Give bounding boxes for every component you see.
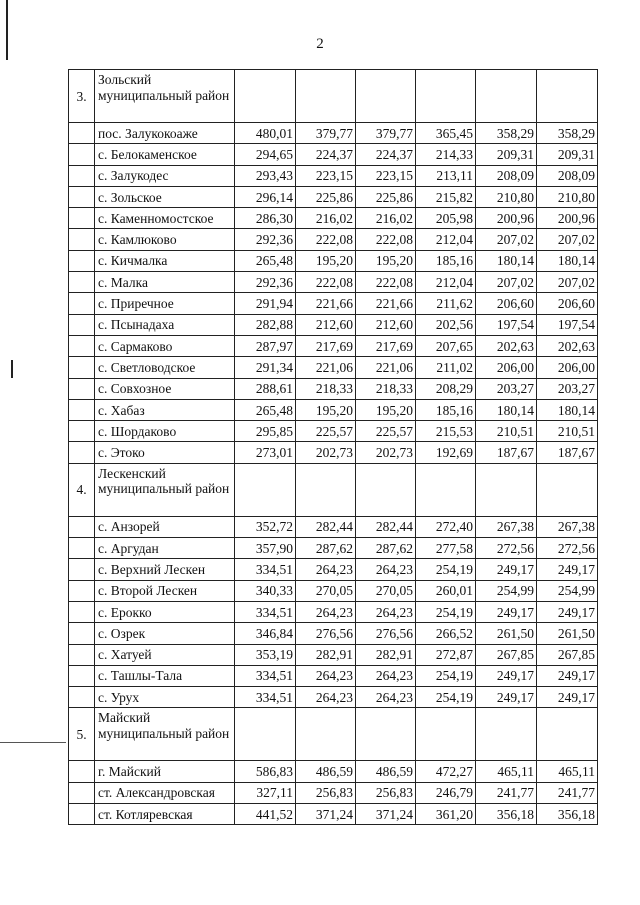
empty-number-cell xyxy=(69,229,95,250)
tariff-value: 217,69 xyxy=(356,335,416,356)
tariff-value: 273,01 xyxy=(235,442,296,463)
tariff-value: 264,23 xyxy=(296,665,356,686)
tariff-value: 465,11 xyxy=(537,761,598,782)
tariff-value: 180,14 xyxy=(537,250,598,271)
table-row xyxy=(69,687,598,708)
tariff-value: 379,77 xyxy=(296,123,356,144)
tariff-value: 206,00 xyxy=(476,357,537,378)
page-number: 2 xyxy=(316,36,324,52)
tariff-value: 292,36 xyxy=(235,229,296,250)
table-row xyxy=(69,314,598,335)
settlement-name: с. Ерокко xyxy=(95,601,235,622)
empty-cell xyxy=(416,463,476,516)
tariff-value: 217,69 xyxy=(296,335,356,356)
tariff-value: 256,83 xyxy=(356,782,416,803)
tariff-value: 486,59 xyxy=(296,761,356,782)
tariff-value: 249,17 xyxy=(537,559,598,580)
tariff-value: 180,14 xyxy=(537,399,598,420)
tariff-value: 293,43 xyxy=(235,165,296,186)
tariff-value: 210,80 xyxy=(476,186,537,207)
table-row xyxy=(69,357,598,378)
tariff-value: 334,51 xyxy=(235,687,296,708)
tariff-value: 264,23 xyxy=(356,687,416,708)
tariff-value: 224,37 xyxy=(296,144,356,165)
tariff-value: 225,86 xyxy=(296,186,356,207)
empty-number-cell xyxy=(69,165,95,186)
tariff-value: 206,60 xyxy=(537,293,598,314)
settlement-name: с. Зольское xyxy=(95,186,235,207)
table-row xyxy=(69,335,598,356)
empty-number-cell xyxy=(69,208,95,229)
tariff-value: 249,17 xyxy=(537,665,598,686)
district-number: 3. xyxy=(69,70,95,123)
table-row xyxy=(69,442,598,463)
tariff-value: 334,51 xyxy=(235,559,296,580)
tariff-value: 216,02 xyxy=(356,208,416,229)
tariff-value: 218,33 xyxy=(356,378,416,399)
tariff-value: 207,02 xyxy=(476,272,537,293)
tariff-value: 286,30 xyxy=(235,208,296,229)
tariff-value: 287,62 xyxy=(296,538,356,559)
tariff-value: 210,51 xyxy=(476,421,537,442)
tariff-value: 249,17 xyxy=(537,687,598,708)
tariff-value: 215,82 xyxy=(416,186,476,207)
tariff-value: 200,96 xyxy=(537,208,598,229)
tariff-value: 197,54 xyxy=(537,314,598,335)
table-row xyxy=(69,186,598,207)
settlement-name: с. Анзорей xyxy=(95,516,235,537)
tariff-value: 246,79 xyxy=(416,782,476,803)
tariff-value: 221,66 xyxy=(296,293,356,314)
district-row xyxy=(69,708,598,761)
tariff-value: 223,15 xyxy=(296,165,356,186)
tariff-value: 586,83 xyxy=(235,761,296,782)
tariff-value: 210,51 xyxy=(537,421,598,442)
tariff-value: 225,86 xyxy=(356,186,416,207)
tariff-value: 266,52 xyxy=(416,623,476,644)
tariff-value: 265,48 xyxy=(235,399,296,420)
empty-number-cell xyxy=(69,665,95,686)
tariff-value: 292,36 xyxy=(235,272,296,293)
settlement-name: с. Ташлы-Тала xyxy=(95,665,235,686)
tariff-value: 222,08 xyxy=(356,272,416,293)
tariff-value: 213,11 xyxy=(416,165,476,186)
empty-cell xyxy=(235,708,296,761)
empty-number-cell xyxy=(69,516,95,537)
empty-number-cell xyxy=(69,186,95,207)
district-number: 4. xyxy=(69,463,95,516)
empty-number-cell xyxy=(69,623,95,644)
tariff-value: 340,33 xyxy=(235,580,296,601)
tariff-value: 272,40 xyxy=(416,516,476,537)
empty-number-cell xyxy=(69,538,95,559)
tariff-value: 254,99 xyxy=(537,580,598,601)
table-row xyxy=(69,229,598,250)
table-row xyxy=(69,378,598,399)
tariff-value: 215,53 xyxy=(416,421,476,442)
tariff-value: 357,90 xyxy=(235,538,296,559)
tariff-value: 249,17 xyxy=(476,687,537,708)
tariff-value: 195,20 xyxy=(356,250,416,271)
tariff-value: 270,05 xyxy=(356,580,416,601)
tariff-value: 192,69 xyxy=(416,442,476,463)
tariff-value: 221,06 xyxy=(356,357,416,378)
empty-number-cell xyxy=(69,761,95,782)
empty-number-cell xyxy=(69,421,95,442)
tariff-value: 282,44 xyxy=(296,516,356,537)
empty-cell xyxy=(356,708,416,761)
tariff-value: 264,23 xyxy=(296,687,356,708)
empty-number-cell xyxy=(69,687,95,708)
tariff-value: 334,51 xyxy=(235,601,296,622)
tariff-value: 221,66 xyxy=(356,293,416,314)
tariff-value: 264,23 xyxy=(356,559,416,580)
table-row xyxy=(69,144,598,165)
tariff-value: 346,84 xyxy=(235,623,296,644)
table-row xyxy=(69,665,598,686)
tariff-value: 294,65 xyxy=(235,144,296,165)
settlement-name: с. Сармаково xyxy=(95,335,235,356)
tariff-value: 296,14 xyxy=(235,186,296,207)
empty-number-cell xyxy=(69,144,95,165)
tariff-value: 180,14 xyxy=(476,399,537,420)
tariff-value: 267,38 xyxy=(537,516,598,537)
empty-cell xyxy=(476,70,537,123)
district-number: 5. xyxy=(69,708,95,761)
tariff-value: 202,63 xyxy=(476,335,537,356)
tariff-value: 249,17 xyxy=(476,559,537,580)
settlement-name: с. Озрек xyxy=(95,623,235,644)
tariff-value: 356,18 xyxy=(476,804,537,825)
tariff-value: 254,19 xyxy=(416,559,476,580)
tariff-value: 214,33 xyxy=(416,144,476,165)
empty-number-cell xyxy=(69,123,95,144)
tariff-value: 212,04 xyxy=(416,272,476,293)
empty-cell xyxy=(296,70,356,123)
settlement-name: с. Светловодское xyxy=(95,357,235,378)
tariff-value: 261,50 xyxy=(537,623,598,644)
settlement-name: г. Майский xyxy=(95,761,235,782)
empty-number-cell xyxy=(69,804,95,825)
tariff-value: 291,94 xyxy=(235,293,296,314)
tariff-value: 209,31 xyxy=(537,144,598,165)
empty-number-cell xyxy=(69,580,95,601)
settlement-name: с. Этоко xyxy=(95,442,235,463)
empty-number-cell xyxy=(69,559,95,580)
tariff-value: 291,34 xyxy=(235,357,296,378)
empty-cell xyxy=(476,708,537,761)
tariff-value: 210,80 xyxy=(537,186,598,207)
tariff-value: 218,33 xyxy=(296,378,356,399)
tariff-value: 267,85 xyxy=(476,644,537,665)
empty-number-cell xyxy=(69,314,95,335)
tariff-value: 353,19 xyxy=(235,644,296,665)
empty-cell xyxy=(416,70,476,123)
tariff-value: 206,60 xyxy=(476,293,537,314)
settlement-name: с. Малка xyxy=(95,272,235,293)
tariff-value: 287,97 xyxy=(235,335,296,356)
tariff-value: 205,98 xyxy=(416,208,476,229)
tariff-value: 358,29 xyxy=(476,123,537,144)
tariff-value: 265,48 xyxy=(235,250,296,271)
table-row xyxy=(69,623,598,644)
tariff-value: 202,73 xyxy=(296,442,356,463)
tariff-value: 249,17 xyxy=(476,601,537,622)
table-row xyxy=(69,538,598,559)
tariff-value: 352,72 xyxy=(235,516,296,537)
tariff-value: 207,02 xyxy=(537,229,598,250)
empty-number-cell xyxy=(69,378,95,399)
scan-mark xyxy=(11,360,13,378)
empty-cell xyxy=(356,463,416,516)
tariff-value: 187,67 xyxy=(476,442,537,463)
tariff-value: 260,01 xyxy=(416,580,476,601)
table-row xyxy=(69,782,598,803)
settlement-name: с. Урух xyxy=(95,687,235,708)
tariff-value: 480,01 xyxy=(235,123,296,144)
settlement-name: с. Аргудан xyxy=(95,538,235,559)
tariff-value: 223,15 xyxy=(356,165,416,186)
tariff-value: 222,08 xyxy=(296,229,356,250)
settlement-name: с. Второй Лескен xyxy=(95,580,235,601)
tariff-value: 180,14 xyxy=(476,250,537,271)
empty-cell xyxy=(296,463,356,516)
empty-cell xyxy=(537,70,598,123)
table-row xyxy=(69,123,598,144)
tariff-value: 202,73 xyxy=(356,442,416,463)
empty-cell xyxy=(235,463,296,516)
tariff-table xyxy=(68,69,598,825)
tariff-value: 195,20 xyxy=(356,399,416,420)
tariff-value: 465,11 xyxy=(476,761,537,782)
tariff-value: 212,60 xyxy=(296,314,356,335)
tariff-value: 225,57 xyxy=(296,421,356,442)
tariff-value: 270,05 xyxy=(296,580,356,601)
table-row xyxy=(69,761,598,782)
tariff-value: 249,17 xyxy=(476,665,537,686)
district-row xyxy=(69,70,598,123)
tariff-value: 358,29 xyxy=(537,123,598,144)
table-row xyxy=(69,399,598,420)
tariff-value: 206,00 xyxy=(537,357,598,378)
tariff-value: 254,19 xyxy=(416,687,476,708)
district-name: Майский муниципальный район xyxy=(95,708,235,761)
settlement-name: с. Каменномостское xyxy=(95,208,235,229)
settlement-name: ст. Котляревская xyxy=(95,804,235,825)
empty-number-cell xyxy=(69,399,95,420)
tariff-value: 441,52 xyxy=(235,804,296,825)
tariff-value: 249,17 xyxy=(537,601,598,622)
empty-number-cell xyxy=(69,601,95,622)
scan-mark xyxy=(0,742,66,743)
tariff-value: 185,16 xyxy=(416,399,476,420)
tariff-value: 207,02 xyxy=(537,272,598,293)
table-row xyxy=(69,293,598,314)
tariff-value: 187,67 xyxy=(537,442,598,463)
tariff-value: 267,38 xyxy=(476,516,537,537)
tariff-value: 211,02 xyxy=(416,357,476,378)
tariff-value: 272,87 xyxy=(416,644,476,665)
tariff-value: 267,85 xyxy=(537,644,598,665)
tariff-value: 276,56 xyxy=(356,623,416,644)
settlement-name: с. Приречное xyxy=(95,293,235,314)
tariff-value: 211,62 xyxy=(416,293,476,314)
tariff-value: 209,31 xyxy=(476,144,537,165)
tariff-value: 287,62 xyxy=(356,538,416,559)
empty-cell xyxy=(416,708,476,761)
empty-number-cell xyxy=(69,335,95,356)
settlement-name: с. Кичмалка xyxy=(95,250,235,271)
table-row xyxy=(69,165,598,186)
tariff-value: 282,91 xyxy=(356,644,416,665)
tariff-value: 241,77 xyxy=(537,782,598,803)
tariff-value: 212,04 xyxy=(416,229,476,250)
settlement-name: с. Хабаз xyxy=(95,399,235,420)
table-row xyxy=(69,421,598,442)
tariff-value: 254,99 xyxy=(476,580,537,601)
tariff-value: 197,54 xyxy=(476,314,537,335)
tariff-value: 371,24 xyxy=(356,804,416,825)
district-name: Лескенский муниципальный район xyxy=(95,463,235,516)
tariff-value: 207,65 xyxy=(416,335,476,356)
tariff-value: 264,23 xyxy=(356,665,416,686)
settlement-name: с. Псынадаха xyxy=(95,314,235,335)
tariff-value: 288,61 xyxy=(235,378,296,399)
settlement-name: с. Совхозное xyxy=(95,378,235,399)
settlement-name: пос. Залукокоаже xyxy=(95,123,235,144)
empty-cell xyxy=(537,463,598,516)
tariff-value: 472,27 xyxy=(416,761,476,782)
tariff-value: 282,91 xyxy=(296,644,356,665)
tariff-value: 208,09 xyxy=(476,165,537,186)
table-row xyxy=(69,208,598,229)
tariff-value: 212,60 xyxy=(356,314,416,335)
empty-number-cell xyxy=(69,442,95,463)
tariff-value: 203,27 xyxy=(537,378,598,399)
empty-number-cell xyxy=(69,250,95,271)
table-row xyxy=(69,559,598,580)
tariff-value: 327,11 xyxy=(235,782,296,803)
tariff-value: 282,44 xyxy=(356,516,416,537)
table-row xyxy=(69,804,598,825)
tariff-value: 264,23 xyxy=(296,559,356,580)
tariff-value: 254,19 xyxy=(416,665,476,686)
settlement-name: с. Шордаково xyxy=(95,421,235,442)
district-name: Зольский муниципальный район xyxy=(95,70,235,123)
tariff-value: 216,02 xyxy=(296,208,356,229)
tariff-value: 277,58 xyxy=(416,538,476,559)
empty-cell xyxy=(296,708,356,761)
tariff-value: 282,88 xyxy=(235,314,296,335)
settlement-name: ст. Александровская xyxy=(95,782,235,803)
tariff-value: 225,57 xyxy=(356,421,416,442)
empty-number-cell xyxy=(69,782,95,803)
tariff-value: 365,45 xyxy=(416,123,476,144)
tariff-value: 334,51 xyxy=(235,665,296,686)
tariff-value: 256,83 xyxy=(296,782,356,803)
empty-cell xyxy=(235,70,296,123)
tariff-value: 203,27 xyxy=(476,378,537,399)
tariff-value: 371,24 xyxy=(296,804,356,825)
table-row xyxy=(69,644,598,665)
tariff-value: 261,50 xyxy=(476,623,537,644)
table-row xyxy=(69,250,598,271)
tariff-value: 272,56 xyxy=(537,538,598,559)
tariff-value: 221,06 xyxy=(296,357,356,378)
tariff-value: 202,56 xyxy=(416,314,476,335)
tariff-value: 208,29 xyxy=(416,378,476,399)
tariff-value: 195,20 xyxy=(296,250,356,271)
empty-cell xyxy=(356,70,416,123)
table-row xyxy=(69,272,598,293)
tariff-value: 202,63 xyxy=(537,335,598,356)
tariff-value: 264,23 xyxy=(356,601,416,622)
tariff-value: 224,37 xyxy=(356,144,416,165)
tariff-value: 195,20 xyxy=(296,399,356,420)
tariff-value: 276,56 xyxy=(296,623,356,644)
tariff-value: 264,23 xyxy=(296,601,356,622)
empty-number-cell xyxy=(69,293,95,314)
empty-cell xyxy=(476,463,537,516)
settlement-name: с. Белокаменское xyxy=(95,144,235,165)
settlement-name: с. Хатуей xyxy=(95,644,235,665)
settlement-name: с. Верхний Лескен xyxy=(95,559,235,580)
empty-cell xyxy=(537,708,598,761)
tariff-value: 295,85 xyxy=(235,421,296,442)
tariff-value: 361,20 xyxy=(416,804,476,825)
empty-number-cell xyxy=(69,272,95,293)
empty-number-cell xyxy=(69,644,95,665)
tariff-value: 200,96 xyxy=(476,208,537,229)
tariff-value: 222,08 xyxy=(296,272,356,293)
settlement-name: с. Залукодес xyxy=(95,165,235,186)
tariff-value: 222,08 xyxy=(356,229,416,250)
empty-number-cell xyxy=(69,357,95,378)
tariff-value: 379,77 xyxy=(356,123,416,144)
table-row xyxy=(69,516,598,537)
tariff-value: 356,18 xyxy=(537,804,598,825)
district-row xyxy=(69,463,598,516)
settlement-name: с. Камлюково xyxy=(95,229,235,250)
tariff-value: 486,59 xyxy=(356,761,416,782)
tariff-value: 185,16 xyxy=(416,250,476,271)
table-row xyxy=(69,601,598,622)
tariff-value: 207,02 xyxy=(476,229,537,250)
tariff-value: 241,77 xyxy=(476,782,537,803)
tariff-value: 208,09 xyxy=(537,165,598,186)
tariff-value: 254,19 xyxy=(416,601,476,622)
tariff-value: 272,56 xyxy=(476,538,537,559)
table-row xyxy=(69,580,598,601)
